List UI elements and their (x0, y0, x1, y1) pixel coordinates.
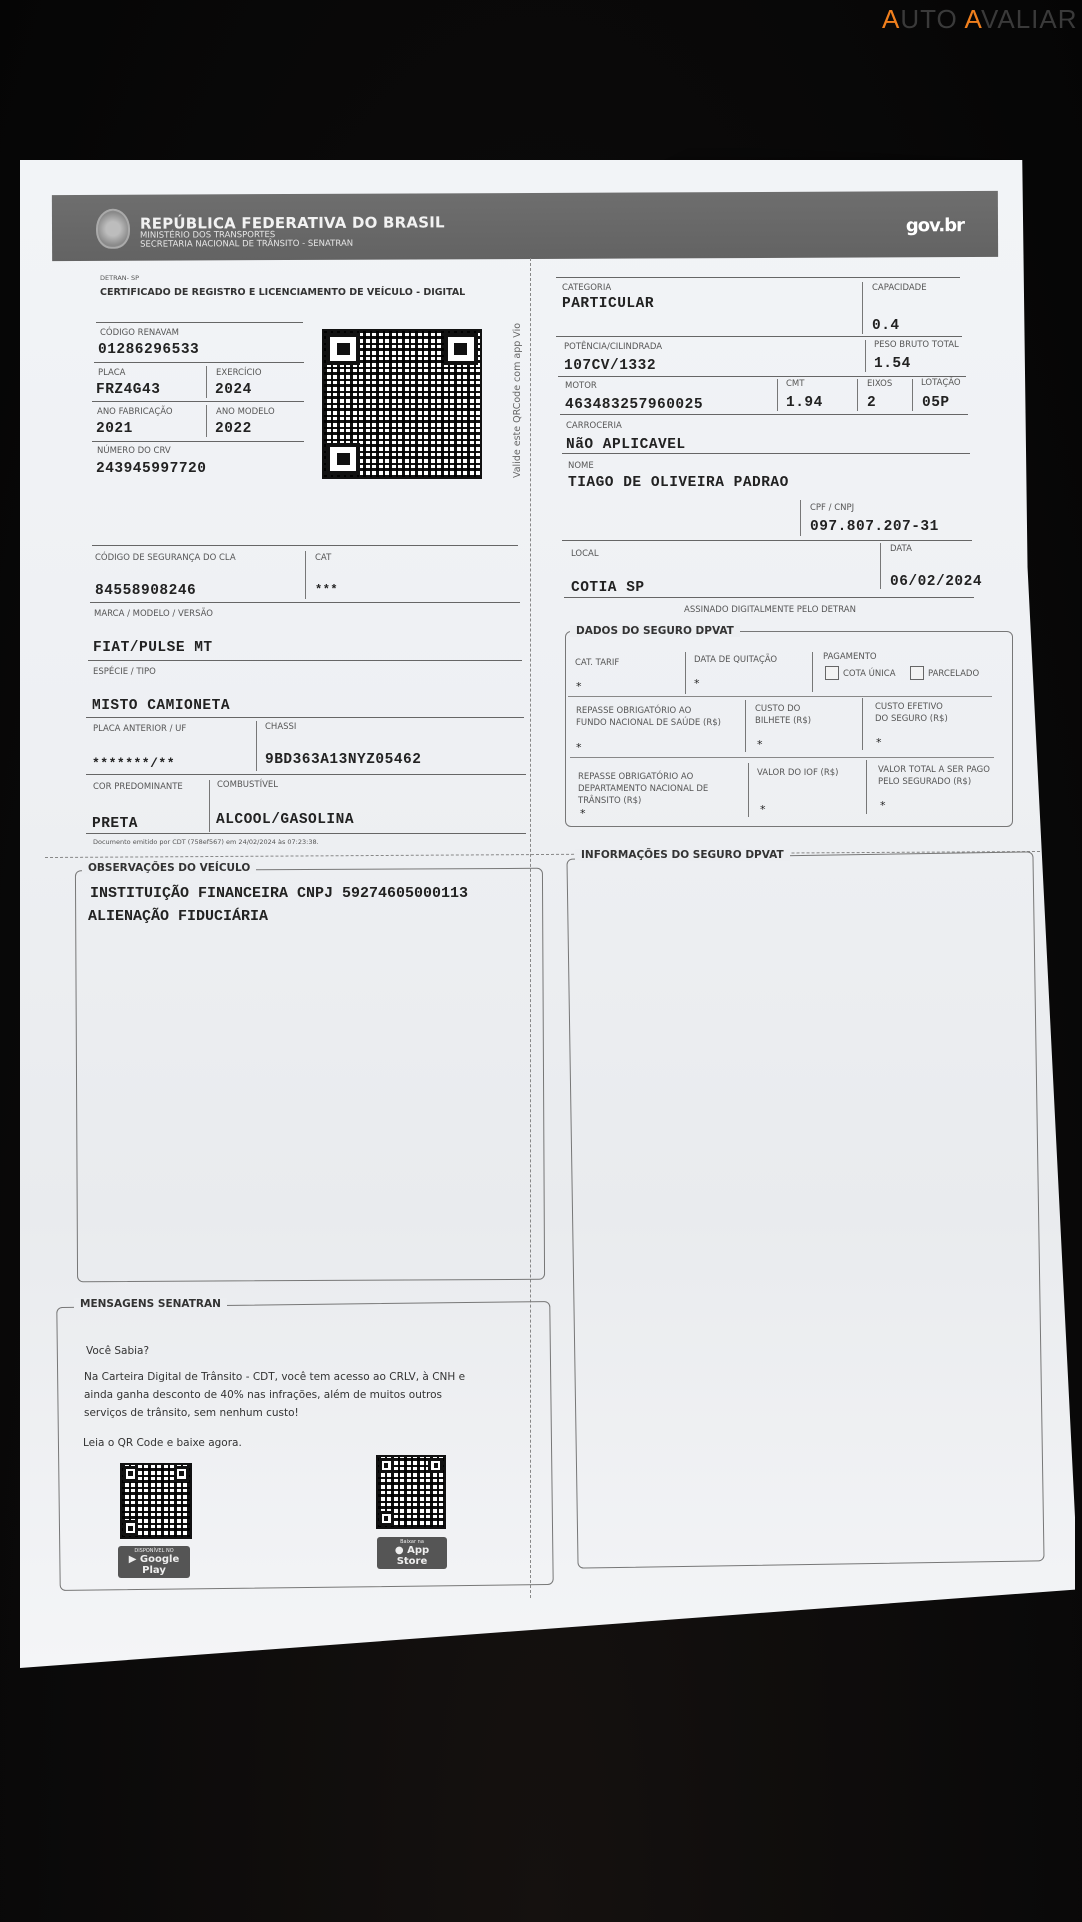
data-label: DATA (890, 544, 912, 554)
divider (562, 540, 972, 541)
motor-label: MOTOR (565, 381, 597, 391)
divider (862, 282, 863, 334)
brand-letter-a: A (882, 4, 901, 34)
gov-br-logo: gov.br (905, 215, 965, 237)
mensagens-body-line-1: Na Carteira Digital de Trânsito - CDT, você tem acesso ao CRLV, à CNH e (84, 1371, 466, 1383)
qr-finder (123, 1520, 138, 1536)
divider (556, 336, 962, 337)
google-play-badge-label: Google Play (139, 1554, 180, 1576)
marca-modelo-value: FIAT/PULSE MT (93, 640, 213, 656)
emission-note: Documento emitido por CDT (758ef567) em 24/02/2024 às 07:23:38. (93, 838, 319, 846)
repasse-fns-label-2: FUNDO NACIONAL DE SAÚDE (R$) (576, 718, 721, 728)
custo-bilhete-label-1: CUSTO DO (755, 704, 801, 714)
valor-iof-label: VALOR DO IOF (R$) (757, 768, 839, 778)
cor-label: COR PREDOMINANTE (93, 782, 183, 792)
validation-qr-code[interactable] (322, 329, 482, 479)
mensagens-cta: Leia o QR Code e baixe agora. (83, 1437, 242, 1449)
combustivel-label: COMBUSTÍVEL (217, 780, 279, 790)
divider (862, 698, 863, 750)
renavam-label: CÓDIGO RENAVAM (100, 328, 179, 338)
divider (92, 401, 304, 402)
divider (748, 763, 749, 817)
lotacao-label: LOTAÇÃO (921, 378, 961, 388)
marca-modelo-label: MARCA / MODELO / VERSÃO (94, 609, 213, 619)
cat-tarif-label: CAT. TARIF (575, 658, 620, 668)
valor-iof-value: * (760, 803, 766, 816)
google-play-badge[interactable] (118, 1546, 190, 1578)
qr-finder (428, 1458, 443, 1473)
qr-validation-caption: Valide este QRCode com app Vio (512, 322, 524, 479)
mensagens-heading: Você Sabia? (86, 1345, 150, 1357)
divider (685, 652, 686, 694)
divider (206, 405, 207, 437)
divider (209, 780, 210, 832)
ano-modelo-value: 2022 (215, 421, 252, 437)
especie-tipo-label: ESPÉCIE / TIPO (93, 667, 156, 677)
custo-bilhete-label-2: BILHETE (R$) (755, 716, 812, 726)
divider (96, 322, 303, 323)
google-play-qr-code[interactable] (120, 1463, 192, 1539)
issuer-label: DETRAN- SP (100, 274, 140, 282)
qr-finder (174, 1466, 189, 1482)
header-band (52, 191, 998, 261)
eixos-value: 2 (867, 395, 877, 411)
divider (866, 760, 867, 814)
custo-bilhete-value: * (757, 738, 763, 751)
qr-finder (379, 1511, 394, 1526)
divider (94, 362, 304, 363)
repasse-denatran-label-1: REPASSE OBRIGATÓRIO AO (578, 772, 694, 782)
cpf-cnpj-value: 097.807.207-31 (810, 519, 939, 535)
divider (558, 376, 966, 377)
mensagens-title: MENSAGENS SENATRAN (74, 1298, 227, 1310)
peso-bruto-label: PESO BRUTO TOTAL (874, 340, 959, 350)
divider (86, 774, 526, 775)
header-subtitle-senatran: SECRETARIA NACIONAL DE TRÂNSITO - SENATRAN (140, 238, 354, 250)
ano-fabricacao-label: ANO FABRICAÇÃO (97, 407, 173, 417)
document-title: CERTIFICADO DE REGISTRO E LICENCIAMENTO DE VEÍCULO - DIGITAL (100, 287, 466, 298)
divider (256, 721, 257, 771)
brand-letter-a2: A (964, 4, 981, 34)
cat-tarif-value: * (576, 680, 582, 693)
divider (564, 597, 974, 598)
placa-label: PLACA (98, 368, 126, 378)
qr-finder (444, 333, 478, 365)
divider (90, 602, 520, 603)
local-value: COTIA SP (571, 580, 645, 596)
app-store-qr-code[interactable] (376, 1455, 446, 1529)
divider (777, 379, 778, 411)
exercicio-value: 2024 (215, 382, 252, 398)
observacoes-title: OBSERVAÇÕES DO VEÍCULO (82, 862, 256, 874)
capacidade-label: CAPACIDADE (872, 283, 927, 293)
qr-finder (123, 1466, 138, 1482)
divider (305, 551, 306, 599)
observacoes-box (75, 868, 545, 1282)
placa-anterior-value: *******/** (92, 756, 176, 771)
app-store-badge-label: App Store (396, 1545, 430, 1567)
cat-value: *** (315, 583, 339, 597)
repasse-denatran-label-3: TRÂNSITO (R$) (578, 796, 642, 806)
signature-note: ASSINADO DIGITALMENTE PELO DETRAN (684, 605, 856, 615)
categoria-value: PARTICULAR (562, 296, 655, 312)
repasse-denatran-value: * (580, 807, 586, 820)
app-store-badge-small: Baixar na (400, 1539, 424, 1545)
nome-value: TIAGO DE OLIVEIRA PADRAO (568, 475, 789, 491)
divider (92, 545, 518, 546)
custo-efetivo-label-2: DO SEGURO (R$) (875, 714, 948, 724)
renavam-value: 01286296533 (98, 342, 200, 358)
app-store-badge[interactable] (377, 1537, 447, 1569)
divider (745, 700, 746, 752)
cmt-label: CMT (786, 379, 805, 389)
combustivel-value: ALCOOL/GASOLINA (216, 812, 355, 828)
chassi-label: CHASSI (265, 722, 297, 732)
placa-anterior-label: PLACA ANTERIOR / UF (93, 724, 187, 734)
especie-tipo-value: MISTO CAMIONETA (92, 698, 231, 714)
cota-unica-checkbox[interactable] (825, 666, 839, 680)
observacoes-line-1: INSTITUIÇÃO FINANCEIRA CNPJ 59274605000113 (90, 885, 469, 902)
pagamento-label: PAGAMENTO (823, 652, 877, 662)
divider (570, 757, 994, 758)
capacidade-value: 0.4 (872, 318, 900, 334)
data-quitacao-value: * (694, 677, 700, 690)
potencia-label: POTÊNCIA/CILINDRADA (564, 342, 663, 352)
cor-value: PRETA (92, 816, 139, 832)
header-subtitle-ministry: MINISTÉRIO DOS TRANSPORTES (140, 230, 276, 241)
dpvat-data-title: DADOS DO SEGURO DPVAT (570, 625, 740, 637)
chassi-value: 9BD363A13NYZ05462 (265, 752, 422, 768)
peso-bruto-value: 1.54 (874, 356, 911, 372)
cat-label: CAT (315, 553, 332, 563)
parcelado-label: PARCELADO (928, 669, 980, 679)
google-play-icon: ▶ (128, 1554, 140, 1565)
divider (206, 366, 207, 398)
numero-crv-label: NÚMERO DO CRV (97, 446, 171, 456)
valor-total-label-2: PELO SEGURADO (R$) (878, 777, 972, 787)
brazil-coat-of-arms-icon (96, 209, 130, 249)
placa-value: FRZ4G43 (96, 382, 161, 398)
informacoes-dpvat-box (566, 851, 1044, 1568)
observacoes-line-2: ALIENAÇÃO FIDUCIÁRIA (88, 908, 269, 925)
qr-finder (326, 333, 360, 365)
valor-total-label-1: VALOR TOTAL A SER PAGO (878, 765, 990, 775)
divider (92, 441, 304, 442)
divider (556, 277, 960, 278)
codigo-seguranca-label: CÓDIGO DE SEGURANÇA DO CLA (95, 553, 236, 563)
qr-finder (379, 1458, 394, 1473)
informacoes-dpvat-title: INFORMAÇÕES DO SEGURO DPVAT (575, 849, 790, 861)
data-quitacao-label: DATA DE QUITAÇÃO (694, 655, 778, 665)
eixos-label: EIXOS (867, 379, 893, 389)
divider (812, 652, 813, 692)
carroceria-label: CARROCERIA (566, 421, 622, 431)
motor-value: 463483257960025 (565, 397, 704, 413)
exercicio-label: EXERCÍCIO (216, 368, 262, 378)
repasse-fns-label-1: REPASSE OBRIGATÓRIO AO (576, 706, 692, 716)
repasse-fns-value: * (576, 741, 582, 754)
divider (865, 340, 866, 372)
google-play-badge-small: DISPONÍVEL NO (134, 1548, 174, 1554)
data-value: 06/02/2024 (890, 574, 983, 590)
valor-total-value: * (880, 799, 886, 812)
ano-fabricacao-value: 2021 (96, 421, 133, 437)
custo-efetivo-value: * (876, 736, 882, 749)
nome-label: NOME (568, 461, 594, 471)
divider (568, 696, 992, 697)
qr-finder (326, 443, 360, 475)
divider (86, 717, 524, 718)
header-title: REPÚBLICA FEDERATIVA DO BRASIL (139, 213, 445, 233)
carroceria-value: NãO APLICAVEL (566, 437, 686, 453)
mensagens-body-line-3: serviços de trânsito, sem nenhum custo! (84, 1407, 299, 1419)
apple-icon: ● (394, 1545, 408, 1556)
brand-text-suffix: VALIAR (980, 4, 1078, 34)
custo-efetivo-label-1: CUSTO EFETIVO (875, 702, 943, 712)
auto-avaliar-watermark (882, 4, 1078, 35)
categoria-label: CATEGORIA (562, 283, 612, 293)
local-label: LOCAL (571, 549, 599, 559)
parcelado-checkbox[interactable] (910, 666, 924, 680)
lotacao-value: 05P (922, 395, 950, 411)
codigo-seguranca-value: 84558908246 (95, 583, 197, 599)
potencia-value: 107CV/1332 (564, 358, 657, 374)
cmt-value: 1.94 (786, 395, 823, 411)
divider (880, 543, 881, 589)
divider (562, 453, 970, 454)
ano-modelo-label: ANO MODELO (216, 407, 275, 417)
divider (857, 379, 858, 411)
brand-text: UTO (900, 4, 965, 34)
divider (560, 414, 968, 415)
cpf-cnpj-label: CPF / CNPJ (810, 503, 855, 513)
numero-crv-value: 243945997720 (96, 461, 207, 477)
repasse-denatran-label-2: DEPARTAMENTO NACIONAL DE (578, 784, 709, 794)
cota-unica-label: COTA ÚNICA (843, 669, 896, 679)
mensagens-body-line-2: ainda ganha desconto de 40% nas infrações, além de muitos outros (84, 1389, 442, 1401)
divider (800, 500, 801, 536)
divider (86, 833, 526, 834)
divider (912, 379, 913, 411)
divider (88, 660, 522, 661)
